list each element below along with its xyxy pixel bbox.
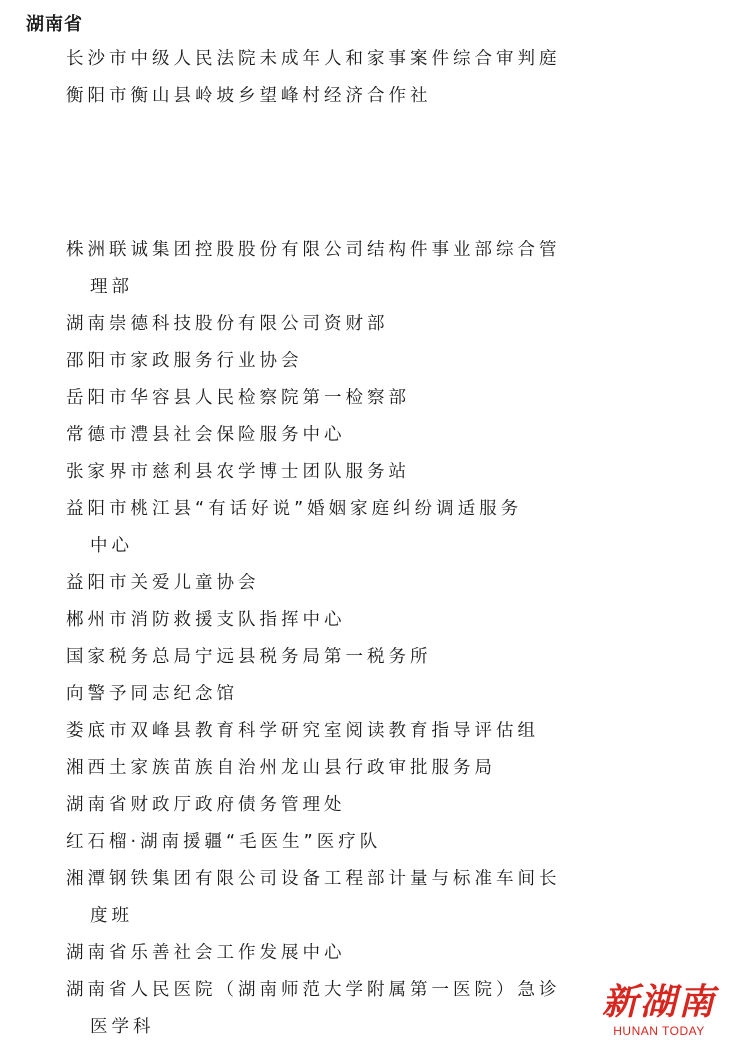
list-item-text: 株洲联诚集团控股股份有限公司结构件事业部综合管	[66, 240, 561, 260]
list-item	[66, 491, 581, 565]
list-item-text: 红石榴·湖南援疆“毛医生”医疗队	[66, 832, 382, 852]
list-item-text: 张家界市慈利县农学博士团队服务站	[66, 462, 410, 482]
list-item	[66, 787, 581, 824]
list-item-text: 湘西土家族苗族自治州龙山县行政审批服务局	[66, 758, 496, 778]
list-item	[66, 565, 581, 602]
list-item-continuation: 度班	[90, 906, 133, 926]
list-item	[66, 639, 581, 676]
list-item-text: 湖南省乐善社会工作发展中心	[66, 943, 346, 963]
list-item	[66, 380, 581, 417]
list-item-text: 湖南崇德科技股份有限公司资财部	[66, 314, 389, 334]
logo-mark: 新湖南	[601, 981, 716, 1023]
list-item-continuation: 中心	[90, 536, 133, 556]
list-item	[66, 343, 581, 380]
list-item-text: 湖南省财政厅政府债务管理处	[66, 795, 346, 815]
list-item-text: 湘潭钢铁集团有限公司设备工程部计量与标准车间长	[66, 869, 561, 889]
list-item	[66, 41, 581, 78]
list-item	[66, 417, 581, 454]
list-item-continuation: 医学科	[90, 1017, 155, 1037]
list-item	[66, 454, 581, 491]
list-item	[66, 602, 581, 639]
list-item-text: 长沙市中级人民法院未成年人和家事案件综合审判庭	[66, 49, 561, 69]
list-item	[66, 306, 581, 343]
list-item-text: 衡阳市衡山县岭坡乡望峰村经济合作社	[66, 86, 432, 106]
list-item-text: 国家税务总局宁远县税务局第一税务所	[66, 647, 432, 667]
list-item-text: 娄底市双峰县教育科学研究室阅读教育指导评估组	[66, 721, 539, 741]
list-item	[66, 713, 581, 750]
list-item	[66, 232, 581, 306]
list-item-continuation: 理部	[90, 277, 133, 297]
list-item-text: 湖南省人民医院（湖南师范大学附属第一医院）急诊	[66, 980, 561, 1000]
list-item	[66, 676, 581, 713]
list-item-text: 益阳市关爱儿童协会	[66, 573, 260, 593]
list-item-text: 岳阳市华容县人民检察院第一检察部	[66, 388, 410, 408]
list-item	[66, 78, 581, 115]
list-item	[66, 750, 581, 787]
list-item-text: 向警予同志纪念馆	[66, 684, 238, 704]
province-heading: 湖南省	[26, 14, 83, 35]
list-item	[66, 861, 581, 935]
list-item-text: 郴州市消防救援支队指挥中心	[66, 610, 346, 630]
list-item	[66, 972, 581, 1046]
list-item-text: 常德市澧县社会保险服务中心	[66, 425, 346, 445]
list-item-text: 邵阳市家政服务行业协会	[66, 351, 303, 371]
list-item	[66, 824, 581, 861]
hunan-today-logo	[601, 982, 717, 1038]
list-item	[66, 935, 581, 972]
list-item-text: 益阳市桃江县“有话好说”婚姻家庭纠纷调适服务	[66, 499, 523, 519]
logo-subtitle: HUNAN TODAY	[613, 1024, 705, 1038]
